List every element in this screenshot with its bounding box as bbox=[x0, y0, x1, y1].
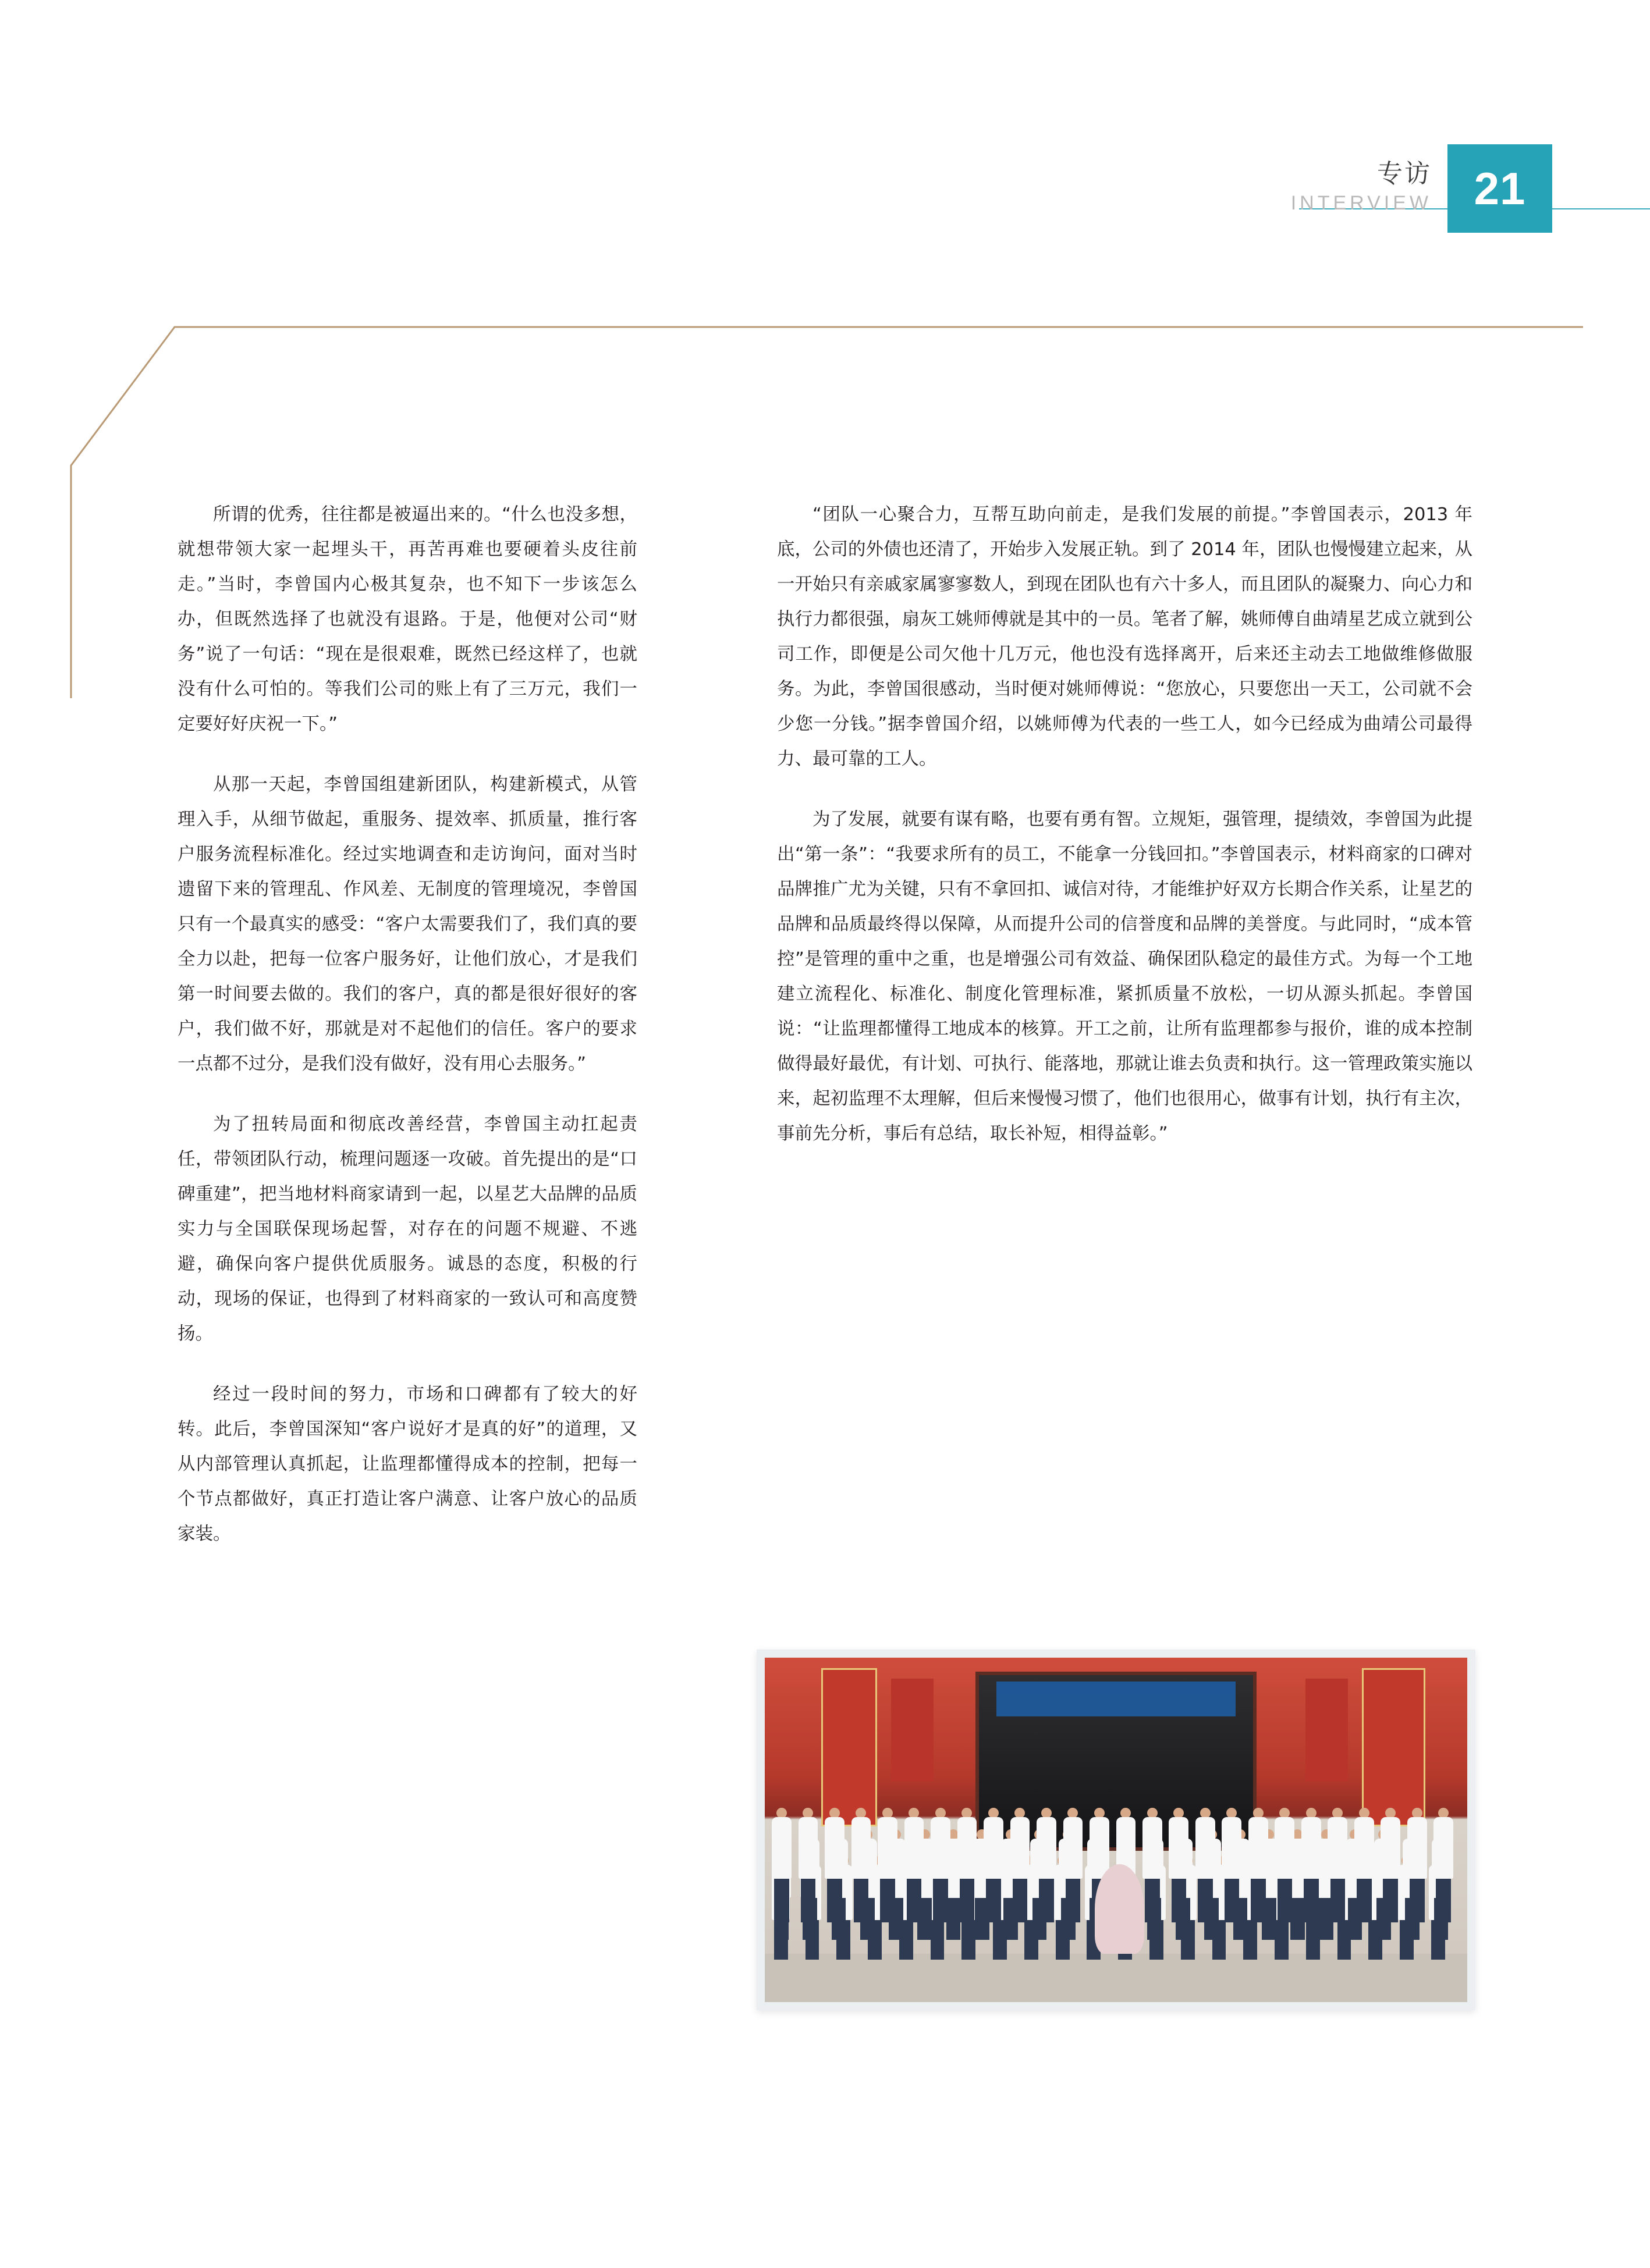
section-title-en: INTERVIEW bbox=[1290, 192, 1432, 214]
photo-person bbox=[1142, 1808, 1162, 1922]
photo-person bbox=[931, 1808, 950, 1922]
photo-person bbox=[1222, 1808, 1241, 1922]
photo-person bbox=[1407, 1808, 1427, 1922]
photo-person bbox=[1010, 1808, 1030, 1922]
photo-bouquet bbox=[1095, 1864, 1144, 1954]
paragraph: “团队一心聚合力，互帮互助向前走，是我们发展的前提。”李曾国表示，2013 年底，公司的外债也还清了，开始步入发展正轨。到了 2014 年，团队也慢慢建立起来，从一开始只有亲戚家属寥寥数人，到现在团队也有六十多人，而且团队的凝聚力、向心力和执行力都很强，扇灰工姚师傅就是其中的一员。笔者了解，姚师傅自曲靖星艺成立就到公司工作，即便是公司欠他十几万元，他也没有选择离开，后来还主动去工地做维修做服务。为此，李曾国很感动，当时便对姚师傅说：“您放心，只要您出一天工，公司就不会少您一分钱。”据李曾国介绍，以姚师傅为代表的一些工人，如今已经成为曲靖公司最得力、最可靠的工人。 bbox=[777, 504, 1473, 769]
paragraph: 所谓的优秀，往往都是被逼出来的。“什么也没多想，就想带领大家一起埋头干，再苦再难也要硬着头皮往前走。”当时，李曾国内心极其复杂，也不知下一步该怎么办，但既然选择了也就没有退路。于是，他便对公司“财务”说了一句话：“现在是很艰难，既然已经这样了，也就没有什么可怕的。等我们公司的账上有了三万元，我们一定要好好庆祝一下。” bbox=[178, 504, 637, 734]
photo-person bbox=[878, 1808, 897, 1922]
photo-person bbox=[1433, 1808, 1453, 1922]
paragraph: 从那一天起，李曾国组建新团队，构建新模式，从管理入手，从细节做起，重服务、提效率、抓质量，推行客户服务流程标准化。经过实地调查和走访询问，面对当时遗留下来的管理乱、作风差、无制度的管理境况，李曾国只有一个最真实的感受：“客户太需要我们了，我们真的要全力以赴，把每一位客户服务好，让他们放心，才是我们第一时间要去做的。我们的客户，真的都是很好很好的客户，我们做不好，那就是对不起他们的信任。客户的要求一点都不过分，是我们没有做好，没有用心去服务。” bbox=[178, 774, 637, 1074]
photo-person bbox=[904, 1808, 924, 1922]
photo-person bbox=[825, 1808, 844, 1922]
photo-banner-left-inner bbox=[891, 1679, 933, 1782]
photo-person bbox=[851, 1808, 871, 1922]
photo-person bbox=[1354, 1808, 1374, 1922]
section-title-cn: 专访 bbox=[1377, 159, 1432, 189]
photo-person bbox=[772, 1808, 792, 1922]
article-right-column bbox=[777, 497, 1472, 1151]
photo-person bbox=[799, 1808, 818, 1922]
photo-person bbox=[1248, 1808, 1268, 1922]
photo-person bbox=[957, 1808, 977, 1922]
paragraph: 经过一段时间的努力，市场和口碑都有了较大的好转。此后，李曾国深知“客户说好才是真的好”的道理，又从内部管理认真抓起，让监理都懂得成本的控制，把每一个节点都做好，真正打造让客户满意、让客户放心的品质家装。 bbox=[178, 1384, 637, 1544]
photo-sign bbox=[996, 1682, 1235, 1716]
photo-person bbox=[1063, 1808, 1083, 1922]
paragraph: 为了扭转局面和彻底改善经营，李曾国主动扛起责任，带领团队行动，梳理问题逐一攻破。首先提出的是“口碑重建”，把当地材料商家请到一起，以星艺大品牌的品质实力与全国联保现场起誓，对存在的问题不规避、不逃避，确保向客户提供优质服务。诚恳的态度，积极的行动，现场的保证，也得到了材料商家的一致认可和高度赞扬。 bbox=[178, 1114, 637, 1344]
photo-person bbox=[1328, 1808, 1347, 1922]
page-header bbox=[0, 127, 1650, 232]
paragraph: 为了发展，就要有谋有略，也要有勇有智。立规矩，强管理，提绩效，李曾国为此提出“第一条”：“我要求所有的员工，不能拿一分钱回扣。”李曾国表示，材料商家的口碑对品牌推广尤为关键，只有不拿回扣、诚信对待，才能维护好双方长期合作关系，让星艺的品牌和品质最终得以保障，从而提升公司的信誉度和品牌的美誉度。与此同时，“成本管控”是管理的重中之重，也是增强公司有效益、确保团队稳定的最佳方式。为每一个工地建立流程化、标准化、制度化管理标准，紧抓质量不放松，一切从源头抓起。李曾国说：“让监理都懂得工地成本的核算。开工之前，让所有监理都参与报价，谁的成本控制做得最好最优，有计划、可执行、能落地，那就让谁去负责和执行。这一管理政策实施以来，起初监理不太理解，但后来慢慢习惯了，他们也很用心，做事有计划，执行有主次，事前先分析，事后有总结，取长补短，相得益彰。” bbox=[777, 809, 1472, 1144]
photo-person bbox=[1195, 1808, 1215, 1922]
photo-person bbox=[1301, 1808, 1321, 1922]
photo-person bbox=[1381, 1808, 1400, 1922]
photo-person bbox=[984, 1808, 1003, 1922]
photo-person bbox=[1037, 1808, 1056, 1922]
photo-banner-right-inner bbox=[1305, 1679, 1347, 1782]
page-number-badge bbox=[1447, 144, 1552, 233]
team-group-photo bbox=[765, 1658, 1467, 2002]
photo-person bbox=[1169, 1808, 1188, 1922]
photo-frame bbox=[757, 1650, 1475, 2010]
photo-person bbox=[1275, 1808, 1294, 1922]
page-number: 21 bbox=[1474, 163, 1526, 214]
article-left-column bbox=[178, 497, 637, 1552]
